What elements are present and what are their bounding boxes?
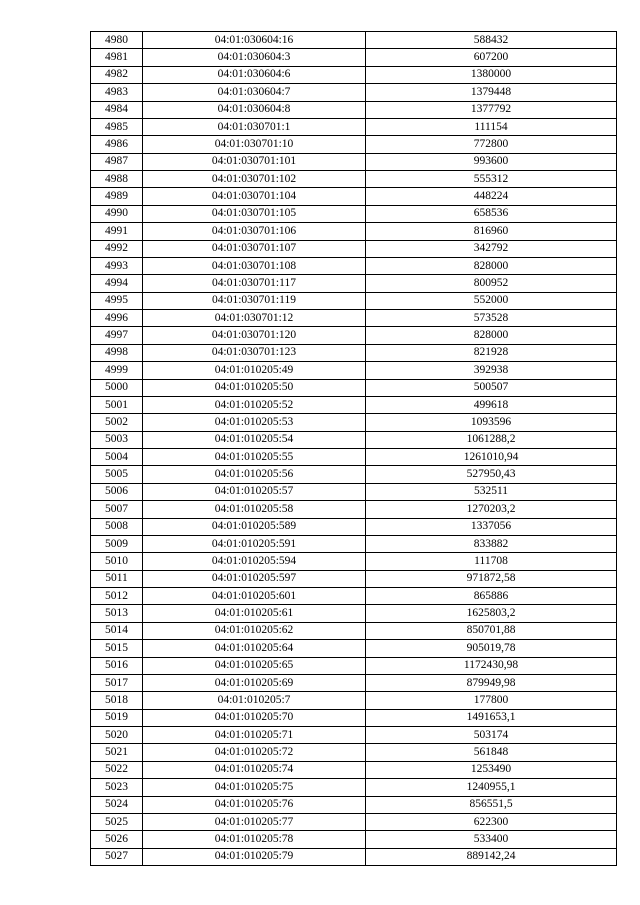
row-number-cell: 5014 — [91, 622, 143, 639]
cadastral-value-table — [90, 31, 617, 866]
table-row — [91, 466, 617, 483]
cadastral-value-cell: 1261010,94 — [366, 449, 617, 466]
cadastral-number-cell: 04:01:030701:119 — [143, 292, 366, 309]
cadastral-value-cell: 448224 — [366, 188, 617, 205]
cadastral-number-cell: 04:01:010205:74 — [143, 761, 366, 778]
row-number-cell: 5013 — [91, 605, 143, 622]
row-number-cell: 5024 — [91, 796, 143, 813]
cadastral-number-cell: 04:01:010205:7 — [143, 692, 366, 709]
cadastral-value-cell: 552000 — [366, 292, 617, 309]
cadastral-value-cell: 607200 — [366, 49, 617, 66]
row-number-cell: 5002 — [91, 414, 143, 431]
cadastral-value-cell: 800952 — [366, 275, 617, 292]
cadastral-value-cell: 1377792 — [366, 101, 617, 118]
cadastral-value-cell: 527950,43 — [366, 466, 617, 483]
cadastral-value-cell: 833882 — [366, 535, 617, 552]
cadastral-number-cell: 04:01:010205:49 — [143, 362, 366, 379]
cadastral-number-cell: 04:01:010205:54 — [143, 431, 366, 448]
cadastral-number-cell: 04:01:030604:7 — [143, 84, 366, 101]
cadastral-number-cell: 04:01:010205:50 — [143, 379, 366, 396]
table-row — [91, 831, 617, 848]
row-number-cell: 5022 — [91, 761, 143, 778]
table-row — [91, 518, 617, 535]
table-row — [91, 622, 617, 639]
row-number-cell: 4991 — [91, 223, 143, 240]
row-number-cell: 5019 — [91, 709, 143, 726]
cadastral-number-cell: 04:01:010205:77 — [143, 813, 366, 830]
row-number-cell: 4998 — [91, 344, 143, 361]
cadastral-number-cell: 04:01:030701:120 — [143, 327, 366, 344]
row-number-cell: 5008 — [91, 518, 143, 535]
cadastral-value-cell: 905019,78 — [366, 640, 617, 657]
cadastral-value-cell: 850701,88 — [366, 622, 617, 639]
cadastral-number-cell: 04:01:010205:64 — [143, 640, 366, 657]
row-number-cell: 5023 — [91, 779, 143, 796]
cadastral-number-cell: 04:01:010205:72 — [143, 744, 366, 761]
cadastral-value-cell: 1061288,2 — [366, 431, 617, 448]
table-row — [91, 640, 617, 657]
cadastral-number-cell: 04:01:010205:53 — [143, 414, 366, 431]
cadastral-number-cell: 04:01:010205:591 — [143, 535, 366, 552]
cadastral-value-cell: 392938 — [366, 362, 617, 379]
cadastral-number-cell: 04:01:010205:76 — [143, 796, 366, 813]
row-number-cell: 4987 — [91, 153, 143, 170]
table-row — [91, 136, 617, 153]
cadastral-value-cell: 889142,24 — [366, 848, 617, 865]
row-number-cell: 5005 — [91, 466, 143, 483]
table-row — [91, 431, 617, 448]
row-number-cell: 5026 — [91, 831, 143, 848]
row-number-cell: 5018 — [91, 692, 143, 709]
table-row — [91, 483, 617, 500]
cadastral-number-cell: 04:01:030701:106 — [143, 223, 366, 240]
row-number-cell: 5010 — [91, 553, 143, 570]
cadastral-value-cell: 573528 — [366, 310, 617, 327]
cadastral-number-cell: 04:01:030701:123 — [143, 344, 366, 361]
table-row — [91, 49, 617, 66]
cadastral-value-cell: 658536 — [366, 205, 617, 222]
cadastral-number-cell: 04:01:010205:601 — [143, 588, 366, 605]
cadastral-value-cell: 1625803,2 — [366, 605, 617, 622]
table-row — [91, 709, 617, 726]
row-number-cell: 5004 — [91, 449, 143, 466]
row-number-cell: 4999 — [91, 362, 143, 379]
cadastral-value-cell: 971872,58 — [366, 570, 617, 587]
cadastral-value-cell: 500507 — [366, 379, 617, 396]
cadastral-number-cell: 04:01:010205:78 — [143, 831, 366, 848]
cadastral-value-cell: 1093596 — [366, 414, 617, 431]
row-number-cell: 5017 — [91, 674, 143, 691]
cadastral-value-cell: 772800 — [366, 136, 617, 153]
row-number-cell: 4996 — [91, 310, 143, 327]
table-row — [91, 205, 617, 222]
row-number-cell: 4980 — [91, 32, 143, 49]
cadastral-number-cell: 04:01:030701:105 — [143, 205, 366, 222]
cadastral-value-cell: 177800 — [366, 692, 617, 709]
cadastral-number-cell: 04:01:010205:75 — [143, 779, 366, 796]
row-number-cell: 4997 — [91, 327, 143, 344]
row-number-cell: 4986 — [91, 136, 143, 153]
table-row — [91, 223, 617, 240]
table-row — [91, 570, 617, 587]
cadastral-number-cell: 04:01:010205:61 — [143, 605, 366, 622]
cadastral-number-cell: 04:01:010205:55 — [143, 449, 366, 466]
cadastral-value-cell: 499618 — [366, 396, 617, 413]
row-number-cell: 5020 — [91, 727, 143, 744]
row-number-cell: 4989 — [91, 188, 143, 205]
table-row — [91, 379, 617, 396]
cadastral-value-cell: 342792 — [366, 240, 617, 257]
cadastral-value-cell: 111154 — [366, 118, 617, 135]
table-row — [91, 848, 617, 865]
row-number-cell: 5003 — [91, 431, 143, 448]
row-number-cell: 5021 — [91, 744, 143, 761]
cadastral-number-cell: 04:01:030604:3 — [143, 49, 366, 66]
cadastral-number-cell: 04:01:010205:589 — [143, 518, 366, 535]
table-row — [91, 779, 617, 796]
row-number-cell: 4982 — [91, 66, 143, 83]
cadastral-number-cell: 04:01:030701:107 — [143, 240, 366, 257]
cadastral-number-cell: 04:01:010205:594 — [143, 553, 366, 570]
cadastral-number-cell: 04:01:010205:597 — [143, 570, 366, 587]
cadastral-number-cell: 04:01:030701:117 — [143, 275, 366, 292]
cadastral-number-cell: 04:01:030701:108 — [143, 257, 366, 274]
table-row — [91, 257, 617, 274]
cadastral-value-cell: 993600 — [366, 153, 617, 170]
table-row — [91, 761, 617, 778]
row-number-cell: 5025 — [91, 813, 143, 830]
cadastral-number-cell: 04:01:030604:6 — [143, 66, 366, 83]
row-number-cell: 4984 — [91, 101, 143, 118]
cadastral-value-cell: 532511 — [366, 483, 617, 500]
cadastral-number-cell: 04:01:030701:1 — [143, 118, 366, 135]
cadastral-value-cell: 1491653,1 — [366, 709, 617, 726]
cadastral-number-cell: 04:01:010205:58 — [143, 501, 366, 518]
row-number-cell: 4990 — [91, 205, 143, 222]
cadastral-number-cell: 04:01:010205:70 — [143, 709, 366, 726]
table-row — [91, 275, 617, 292]
table-row — [91, 118, 617, 135]
table-row — [91, 553, 617, 570]
table-row — [91, 292, 617, 309]
cadastral-number-cell: 04:01:010205:62 — [143, 622, 366, 639]
table-row — [91, 414, 617, 431]
row-number-cell: 5000 — [91, 379, 143, 396]
table-row — [91, 362, 617, 379]
cadastral-number-cell: 04:01:010205:52 — [143, 396, 366, 413]
cadastral-number-cell: 04:01:010205:57 — [143, 483, 366, 500]
cadastral-value-cell: 1240955,1 — [366, 779, 617, 796]
cadastral-value-cell: 1270203,2 — [366, 501, 617, 518]
table-row — [91, 240, 617, 257]
cadastral-value-cell: 1337056 — [366, 518, 617, 535]
row-number-cell: 4985 — [91, 118, 143, 135]
row-number-cell: 5012 — [91, 588, 143, 605]
table-row — [91, 796, 617, 813]
cadastral-number-cell: 04:01:030604:16 — [143, 32, 366, 49]
row-number-cell: 5015 — [91, 640, 143, 657]
row-number-cell: 4993 — [91, 257, 143, 274]
table-body — [91, 32, 617, 866]
row-number-cell: 4981 — [91, 49, 143, 66]
cadastral-value-cell: 828000 — [366, 327, 617, 344]
table-row — [91, 153, 617, 170]
cadastral-value-cell: 555312 — [366, 171, 617, 188]
cadastral-number-cell: 04:01:030701:10 — [143, 136, 366, 153]
table-row — [91, 310, 617, 327]
cadastral-value-cell: 588432 — [366, 32, 617, 49]
table-row — [91, 692, 617, 709]
row-number-cell: 4994 — [91, 275, 143, 292]
cadastral-value-cell: 856551,5 — [366, 796, 617, 813]
row-number-cell: 4988 — [91, 171, 143, 188]
cadastral-value-cell: 1380000 — [366, 66, 617, 83]
table-row — [91, 327, 617, 344]
cadastral-value-cell: 622300 — [366, 813, 617, 830]
table-row — [91, 171, 617, 188]
cadastral-number-cell: 04:01:030701:104 — [143, 188, 366, 205]
table-row — [91, 344, 617, 361]
cadastral-number-cell: 04:01:010205:65 — [143, 657, 366, 674]
cadastral-number-cell: 04:01:030701:12 — [143, 310, 366, 327]
cadastral-value-cell: 533400 — [366, 831, 617, 848]
row-number-cell: 4995 — [91, 292, 143, 309]
table-row — [91, 657, 617, 674]
cadastral-value-cell: 111708 — [366, 553, 617, 570]
table-row — [91, 535, 617, 552]
table-row — [91, 501, 617, 518]
cadastral-number-cell: 04:01:030604:8 — [143, 101, 366, 118]
row-number-cell: 5011 — [91, 570, 143, 587]
cadastral-value-cell: 828000 — [366, 257, 617, 274]
table-row — [91, 101, 617, 118]
table-row — [91, 449, 617, 466]
cadastral-number-cell: 04:01:010205:69 — [143, 674, 366, 691]
cadastral-number-cell: 04:01:030701:102 — [143, 171, 366, 188]
cadastral-number-cell: 04:01:010205:56 — [143, 466, 366, 483]
table-row — [91, 813, 617, 830]
table-row — [91, 727, 617, 744]
row-number-cell: 4983 — [91, 84, 143, 101]
row-number-cell: 4992 — [91, 240, 143, 257]
cadastral-value-cell: 1172430,98 — [366, 657, 617, 674]
cadastral-value-cell: 1253490 — [366, 761, 617, 778]
cadastral-number-cell: 04:01:010205:79 — [143, 848, 366, 865]
table-row — [91, 32, 617, 49]
row-number-cell: 5009 — [91, 535, 143, 552]
cadastral-number-cell: 04:01:030701:101 — [143, 153, 366, 170]
cadastral-value-cell: 879949,98 — [366, 674, 617, 691]
table-row — [91, 66, 617, 83]
table-row — [91, 674, 617, 691]
cadastral-value-cell: 821928 — [366, 344, 617, 361]
row-number-cell: 5027 — [91, 848, 143, 865]
cadastral-value-cell: 561848 — [366, 744, 617, 761]
row-number-cell: 5007 — [91, 501, 143, 518]
cadastral-value-cell: 865886 — [366, 588, 617, 605]
table-row — [91, 744, 617, 761]
table-row — [91, 396, 617, 413]
row-number-cell: 5016 — [91, 657, 143, 674]
table-row — [91, 84, 617, 101]
cadastral-number-cell: 04:01:010205:71 — [143, 727, 366, 744]
row-number-cell: 5001 — [91, 396, 143, 413]
row-number-cell: 5006 — [91, 483, 143, 500]
table-row — [91, 188, 617, 205]
table-row — [91, 605, 617, 622]
cadastral-value-cell: 816960 — [366, 223, 617, 240]
cadastral-value-cell: 1379448 — [366, 84, 617, 101]
table-row — [91, 588, 617, 605]
cadastral-value-cell: 503174 — [366, 727, 617, 744]
